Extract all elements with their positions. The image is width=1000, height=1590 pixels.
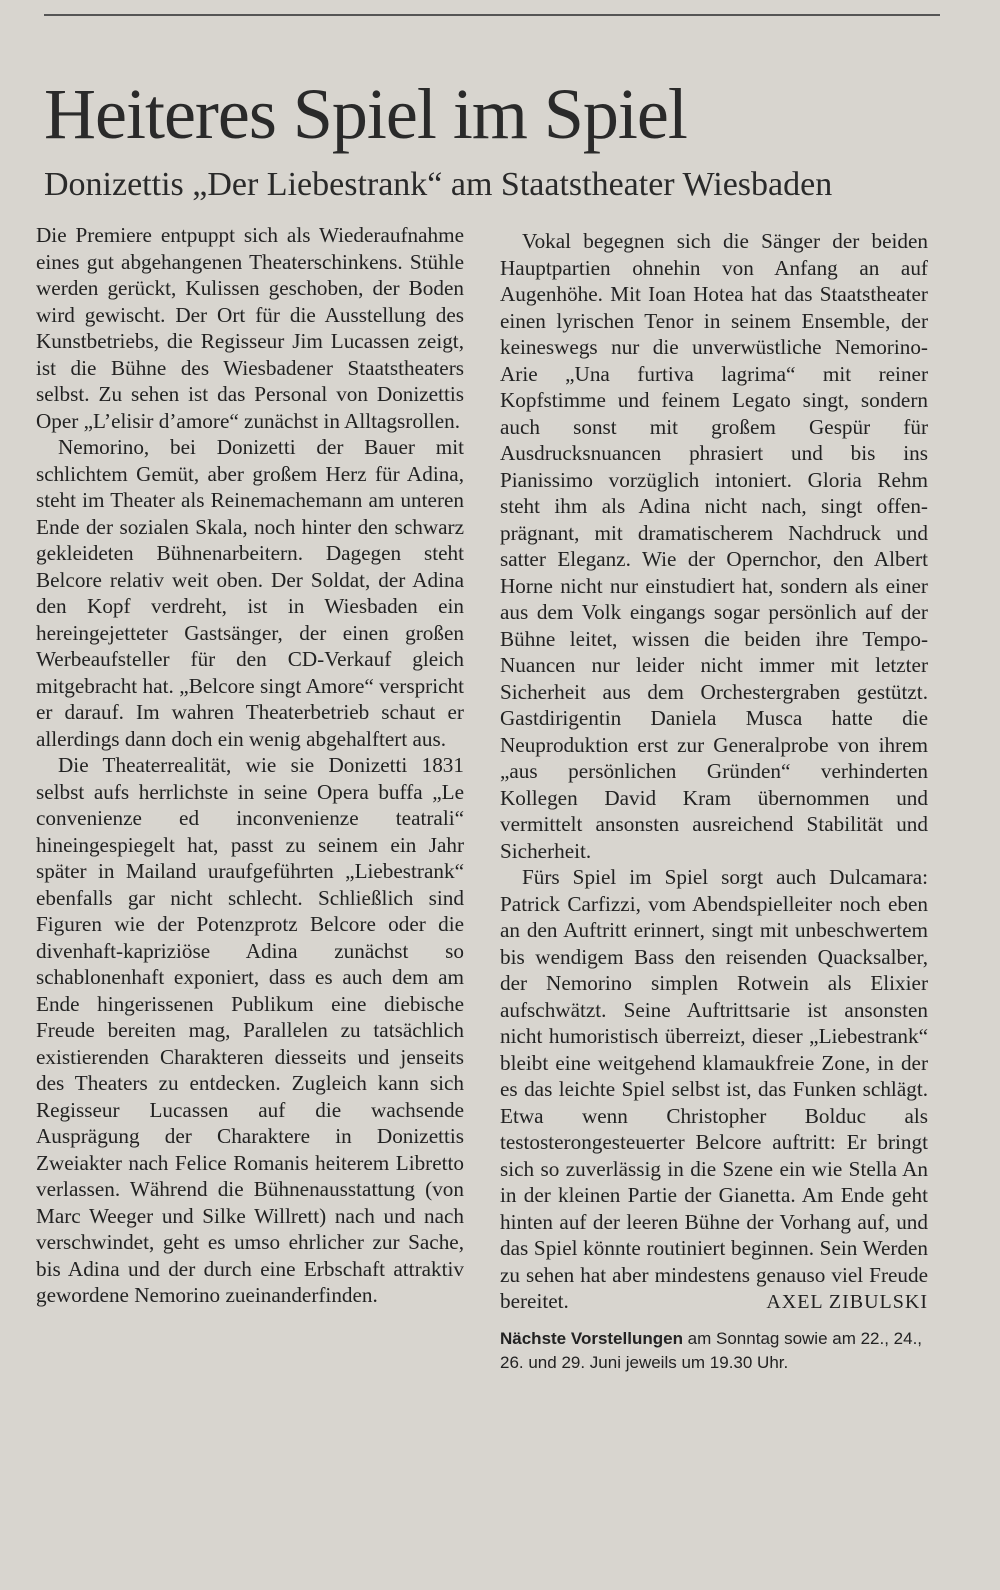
headline: Heiteres Spiel im Spiel <box>44 74 687 154</box>
performance-note <box>500 1327 928 1375</box>
top-rule <box>44 14 940 16</box>
performance-note-text: am Sonntag sowie am 22., 24., 26. und 29. Juni jeweils um 19.30 Uhr. <box>500 1329 923 1372</box>
paragraph: Fürs Spiel im Spiel sorgt auch Dulcamara: Patrick Carfizzi, vom Abendspielleiter noch eben an den Auftritt erinnert, singt mit unbeschwertem bis wendigem Bass den reisenden Quacksalber, der Nemorino simplen Rotwein als Elixier aufschwätzt. Seine Auftrittsarie ist ansonsten nicht humoristisch überreizt, dieser „Liebestrank“ bleibt eine weitgehend klamaukfreie Zone, in der es das leichte Spiel selbst ist, das Funken schlägt. Etwa wenn Christopher Bolduc als testosterongesteuerter Belcore auftritt: Er bringt sich so zuverlässig in die Szene ein wie Stella An in der kleinen Partie der Gianetta. Am Ende geht hinten auf der leeren Bühne der Vorhang auf, und das Spiel könnte routiniert beginnen. Sein Werden zu sehen hat aber mindestens genauso viel Freude bereitet. <box>500 865 928 1313</box>
performance-note-label: Nächste Vorstellungen <box>500 1329 683 1348</box>
paragraph: Vokal begegnen sich die Sänger der beiden Hauptpartien ohnehin von Anfang an auf Augenhöhe. Mit Ioan Hotea hat das Staatstheater einen lyrischen Tenor in seinem Ensemble, der keineswegs nur die unverwüstliche Nemorino-Arie „Una furtiva lagrima“ mit reiner Kopfstimme und feinem Legato singt, sondern auch sonst mit großem Gespür für Ausdrucksnuancen phrasiert und bis ins Pianissimo vorzüglich intoniert. Gloria Rehm steht ihm als Adina nicht nach, singt offen-prägnant, mit dramatischerem Nachdruck und satter Eleganz. Wie der Opernchor, den Albert Horne nicht nur einstudiert hat, sondern als einer aus dem Volk eingangs sogar persönlich auf der Bühne leitet, wissen die beiden ihre Tempo-Nuancen nur leider nicht immer mit letzter Sicherheit aus dem Orchestergraben gestützt. Gastdirigentin Daniela Musca hatte die Neuproduktion erst zur Generalprobe von ihrem „aus persönlichen Gründen“ verhinderten Kollegen David Kram übernommen und vermittelt ansonsten ausreichend Stabilität und Sicherheit. <box>500 229 928 863</box>
paragraph: Die Theaterrealität, wie sie Donizetti 1831 selbst aufs herrlichste in seine Opera buffa „Le convenienze ed inconvenienze teatrali“ hineingespiegelt hat, passt zu seinem ein Jahr später in Mailand uraufgeführten „Liebestrank“ ebenfalls gar nicht schlecht. Schließlich sind Figuren wie der Potenzprotz Belcore oder die divenhaft-kapriziöse Adina zunächst so schablonenhaft exponiert, dass es auch dem am Ende hingerissenen Publikum eine diebische Freude bereiten mag, Parallelen zu tatsächlich existierenden Charakteren diesseits und jenseits des Theaters zu entdecken. Zugleich kann sich Regisseur Lucassen auf die wachsende Ausprägung der Charaktere in Donizettis Zweiakter nach Felice Romanis heiterem Libretto verlassen. Während die Bühnenausstattung (von Marc Weeger und Silke Willrett) nach und nach verschwindet, geht es umso ehrlicher zur Sache, bis Adina und der durch eine Erbschaft attraktiv gewordene Nemorino zueinanderfinden. <box>36 753 464 1307</box>
article-column-right <box>500 228 928 1375</box>
author-byline: AXEL ZIBULSKI <box>766 1290 928 1313</box>
paragraph: Nemorino, bei Donizetti der Bauer mit schlichtem Gemüt, aber großem Herz für Adina, steht im Theater als Reinemachemann am unteren Ende der sozialen Skala, noch hinter den schwarz gekleideten Bühnenarbeitern. Dagegen steht Belcore relativ weit oben. Der Soldat, der Adina den Kopf verdreht, ist in Wiesbaden ein hereingejetteter Gastsänger, der einen großen Werbeaufsteller für den CD-Verkauf gleich mitgebracht hat. „Belcore singt Amore“ verspricht er darauf. Im wahren Theaterbetrieb schaut er allerdings dann doch ein wenig abgehalftert aus. <box>36 435 464 751</box>
paragraph: Die Premiere entpuppt sich als Wiederaufnahme eines gut abgehangenen Theaterschinkens. Stühle werden gerückt, Kulissen geschoben, der Boden wird gewischt. Der Ort für die Ausstellung des Kunstbetriebs, die Regisseur Jim Lucassen zeigt, ist die Bühne des Wiesbadener Staatstheaters selbst. Zu sehen ist das Personal von Donizettis Oper „L’elisir d’amore“ zunächst in Alltagsrollen. <box>36 223 464 433</box>
article-column-left <box>36 222 464 1309</box>
subheadline: Donizettis „Der Liebestrank“ am Staatstheater Wiesbaden <box>44 166 833 203</box>
